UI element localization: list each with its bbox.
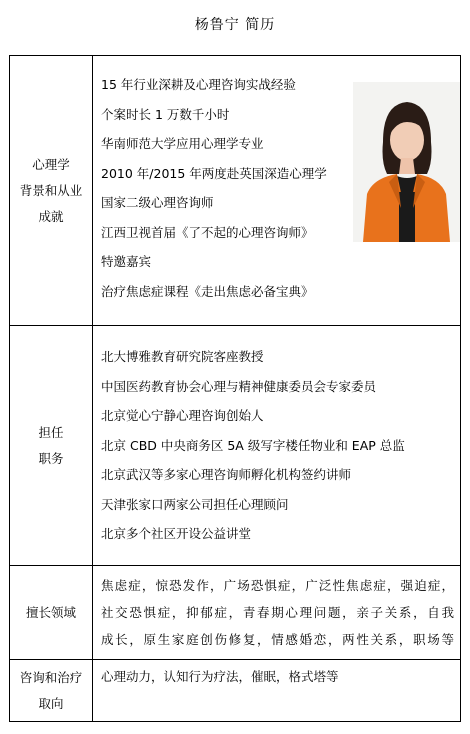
orientation-label-line: 取向 [38, 695, 64, 711]
expertise-line: 焦虑症，惊恐发作，广场恐惧症，广泛性焦虑症，强迫症， [101, 578, 454, 593]
positions-label-line: 职务 [38, 450, 64, 466]
background-row [10, 56, 461, 326]
position-item: 天津张家口两家公司担任心理顾问 [101, 496, 289, 512]
position-item: 北大博雅教育研究院客座教授 [101, 349, 264, 365]
positions-row [10, 326, 461, 566]
orientation-content [93, 660, 461, 722]
background-item: 国家二级心理咨询师 [101, 195, 214, 210]
position-item: 北京武汉等多家心理咨询师孵化机构签约讲师 [101, 467, 352, 483]
position-item: 中国医药教育协会心理与精神健康委员会专家委员 [101, 378, 377, 394]
position-item: 北京 CBD 中央商务区 5A 级写字楼任物业和 EAP 总监 [101, 437, 405, 453]
orientation-label-line: 咨询和治疗 [19, 669, 83, 685]
positions-content [93, 326, 461, 566]
background-item: 华南师范大学应用心理学专业 [101, 136, 264, 151]
background-item: 个案时长 1 万数千小时 [101, 106, 230, 122]
background-label [10, 56, 93, 326]
background-label-line: 心理学 [32, 156, 70, 172]
position-item: 北京觉心宁静心理咨询创始人 [101, 408, 264, 424]
expertise-content [93, 566, 461, 660]
expertise-row [10, 566, 461, 660]
expertise-line: 社交恐惧症，抑郁症，青春期心理问题，亲子关系，自我 [101, 605, 454, 620]
page-title: 杨鲁宁 简历 [194, 17, 276, 33]
background-item: 15 年行业深耕及心理咨询实战经验 [101, 77, 296, 92]
orientation-label [10, 660, 93, 722]
portrait-photo [353, 82, 460, 242]
background-item: 治疗焦虑症课程《走出焦虑必备宝典》 [101, 283, 314, 299]
background-item: 2010 年/2015 年两度赴英国深造心理学 [101, 165, 327, 181]
expertise-line: 成长，原生家庭创伤修复，情感婚恋，两性关系，职场等 [101, 632, 454, 647]
background-label-line: 背景和从业 [19, 182, 83, 198]
portrait-illustration [353, 82, 460, 242]
expertise-label: 擅长领域 [10, 566, 93, 660]
orientation-row [10, 660, 461, 722]
background-content [93, 56, 461, 326]
orientation-text: 心理动力，认知行为疗法，催眠，格式塔等 [101, 669, 339, 684]
positions-label-line: 担任 [38, 424, 64, 440]
background-label-line: 成就 [38, 208, 64, 224]
position-item: 北京多个社区开设公益讲堂 [101, 526, 252, 542]
background-item: 江西卫视首届《了不起的心理咨询师》 [101, 224, 314, 240]
resume-table [9, 55, 461, 722]
positions-label [10, 326, 93, 566]
background-item: 特邀嘉宾 [101, 254, 152, 269]
